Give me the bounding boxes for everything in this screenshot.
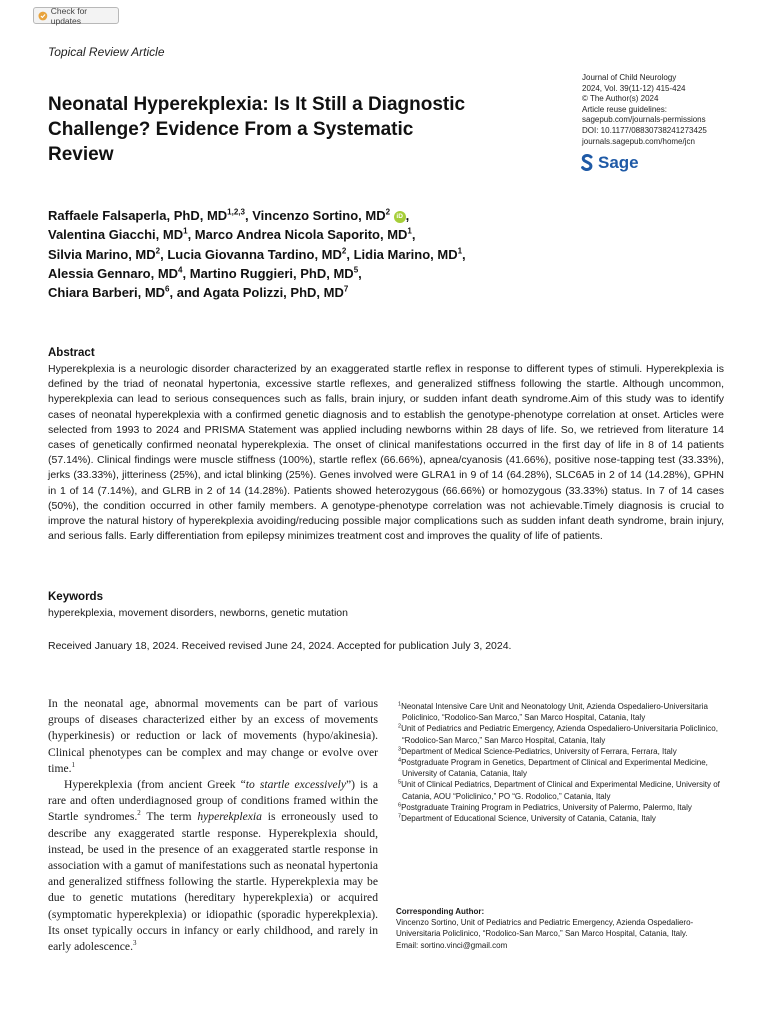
- body-paragraph: [48, 696, 378, 777]
- body-text-run: In the neonatal age, abnormal movements can be part of various groups of diseases characterized either by an excess of movements (hyperkinesis) or reduction or lack of movements (hypo/akinesia). Clinical phenotypes can be complex and may change or evolve over time.: [48, 697, 378, 775]
- check-for-updates-badge[interactable]: [33, 7, 119, 24]
- body-paragraph: [48, 777, 378, 955]
- affiliation-marker: 1: [183, 226, 188, 236]
- affiliation-item: [396, 723, 736, 745]
- author: Marco Andrea Nicola Saporito, MD: [194, 227, 408, 243]
- affiliation-text: Postgraduate Training Program in Pediatrics, University of Palermo, Palermo, Italy: [401, 802, 692, 812]
- sage-logo: [580, 152, 639, 174]
- italic-term: hyperekplexia: [197, 810, 262, 824]
- article-type: Topical Review Article: [48, 45, 165, 59]
- author-conjunction: and: [176, 285, 200, 301]
- journal-info: [582, 73, 762, 147]
- affiliation-number: 2: [398, 723, 402, 730]
- corresponding-author: [396, 906, 726, 951]
- journal-copyright: © The Author(s) 2024: [582, 94, 659, 104]
- body-text-run: The term: [140, 810, 198, 824]
- affiliation-number: 5: [398, 779, 402, 786]
- article-title: Neonatal Hyperekplexia: Is It Still a Diagnostic Challenge? Evidence From a Systematic Review: [48, 94, 466, 165]
- affiliation-item: [396, 746, 736, 757]
- affiliation-marker: 2: [155, 246, 161, 256]
- check-for-updates-label: Check for updates: [50, 5, 88, 26]
- affiliation-item: [396, 701, 736, 723]
- affiliation-text: Department of Educational Science, University of Catania, Catania, Italy: [401, 814, 656, 824]
- orcid-icon[interactable]: iD: [394, 211, 406, 223]
- affiliation-number: 6: [398, 802, 402, 809]
- check-for-updates-icon: [38, 11, 48, 21]
- publisher-name: Sage: [598, 153, 639, 172]
- journal-home-link[interactable]: journals.sagepub.com/home/jcn: [582, 136, 695, 146]
- received-dates: Received January 18, 2024. Received revised June 24, 2024. Accepted for publication July 3, 2024.: [48, 640, 512, 652]
- body-text: [48, 696, 378, 955]
- journal-name: Journal of Child Neurology: [582, 73, 677, 82]
- affiliation-marker: 7: [343, 284, 349, 294]
- author: Agata Polizzi, PhD, MD: [203, 285, 344, 301]
- author: Martino Ruggieri, PhD, MD: [189, 265, 354, 281]
- affiliation-marker: 5: [353, 265, 359, 275]
- affiliation-number: 3: [398, 746, 402, 753]
- affiliation-text: Unit of Pediatrics and Pediatric Emergency, Azienda Ospedaliero-Universitaria Policlinico, “Rodolico-San Marco,” San Marco Hospital, Catania, Italy: [401, 724, 718, 745]
- affiliation-number: 4: [398, 757, 402, 764]
- journal-reuse-link[interactable]: sagepub.com/journals-permissions: [582, 115, 706, 125]
- affiliation-item: [396, 757, 736, 779]
- author: Lucia Giovanna Tardino, MD: [167, 246, 342, 262]
- affiliation-text: Postgraduate Program in Genetics, Department of Clinical and Experimental Medicine, University of Catania, Catania, Italy: [401, 758, 708, 779]
- reference-marker[interactable]: 3: [132, 939, 137, 948]
- author: Chiara Barberi, MD: [48, 285, 166, 301]
- author: Raffaele Falsaperla, PhD, MD: [48, 208, 228, 223]
- corresponding-author-heading: Corresponding Author:: [396, 907, 485, 916]
- sage-logo-icon: [580, 153, 594, 173]
- abstract-heading: Abstract: [48, 347, 95, 359]
- affiliation-text: Department of Medical Science-Pediatrics, University of Ferrara, Ferrara, Italy: [401, 746, 677, 756]
- keywords-heading: Keywords: [48, 591, 103, 603]
- affiliations: [396, 701, 736, 824]
- affiliation-number: 1: [398, 701, 402, 708]
- journal-reuse: Article reuse guidelines:: [582, 104, 667, 114]
- body-text-run: Hyperekplexia (from ancient Greek “: [64, 778, 246, 792]
- reference-marker[interactable]: 1: [71, 760, 76, 769]
- author: Silvia Marino, MD: [48, 246, 156, 262]
- body-text-run: is erroneously used to describe any exaggerated startle response. Hyperekplexia should, instead, be used in the presence of an exaggerated startle response in association with a gamut of manifestations such as neonatal hypertonia and generalized stiffness following the startle. Hyperekplexia may be due to genetic mutations (hereditary hyperekplexia) or acquired (symptomatic hyperekplexia) or idiopathic (sporadic hyperekplexia). Its onset typically occurs in infancy or early childhood, and rarely in early adolescence.: [48, 810, 379, 954]
- italic-term: to startle excessively: [245, 778, 347, 792]
- affiliation-marker: 4: [178, 265, 183, 275]
- author: Lidia Marino, MD: [353, 246, 458, 262]
- affiliation-item: [396, 802, 736, 813]
- affiliation-marker: 2: [385, 207, 391, 217]
- journal-volume: 2024, Vol. 39(11-12) 415-424: [582, 83, 686, 93]
- affiliation-text: Unit of Clinical Pediatrics, Department of Clinical and Experimental Medicine, University of Catania, AOU “Policlinico,” PO “G. Rodolico,” Catania, Italy: [401, 780, 720, 801]
- corresponding-author-text: Vincenzo Sortino, Unit of Pediatrics and Pediatric Emergency, Azienda Ospedaliero-Universitaria Policlinico, “Rodolico-San Marco,” San Marco Hospital, Catania, Italy.: [396, 918, 694, 939]
- affiliation-marker: 1,2,3: [227, 207, 245, 217]
- affiliation-item: [396, 813, 736, 824]
- author: Alessia Gennaro, MD: [48, 265, 179, 281]
- corresponding-author-email[interactable]: Email: sortino.vinci@gmail.com: [396, 940, 508, 950]
- affiliation-marker: 1: [457, 246, 463, 256]
- author-list: Raffaele Falsaperla, PhD, MD$^{1,2,3}$, Vincenzo Sortino, $MD^2$ iD , Valentina Giacchi, $MD^1$, Marco Andrea Nicola Saporito, $MD^1$, Silvia Marino, $MD^2$, Lucia Giovanna Tardino, $MD^2$, Lidia Marino, $MD^1$, Alessia Gennaro, $MD^4$, Martino Ruggieri, PhD, $MD^5$, Chiara Barberi, $MD^6$, and Agata Polizzi, PhD, $MD^7$: [48, 207, 466, 301]
- affiliation-marker: 6: [165, 284, 170, 294]
- body-text-run: ”) is a rare and often underdiagnosed group of conditions framed within the Startle syndromes.: [48, 778, 378, 824]
- reference-marker[interactable]: 2: [137, 809, 141, 818]
- affiliation-text: Neonatal Intensive Care Unit and Neonatology Unit, Azienda Ospedaliero-Universitaria Policlinico, “Rodolico-San Marco,” San Marco Hospital, Catania, Italy: [401, 702, 708, 723]
- author: Vincenzo Sortino, MD: [252, 208, 386, 223]
- affiliation-marker: 2: [341, 246, 347, 256]
- author: Valentina Giacchi, MD: [48, 227, 184, 243]
- affiliation-marker: 1: [407, 226, 412, 236]
- abstract-text: Hyperekplexia is a neurologic disorder characterized by an exaggerated startle reflex in response to different types of stimuli. Hyperekplexia is defined by the triad of neonatal hypertonia, excessive startle reflexes, and generalized stiffness following the startle. Although uncommon, hyperekplexia can lead to serious consequences such as falls, brain injury, or sudden infant death syndrome.Aim of this study was to identify cases of neonatal hyperekplexia with a confirmed genetic diagnosis and to establish the genotype-phenotype correlation at onset. Articles were selected from 1993 to 2024 and PRISMA Statement was applied including newborns within 28 days of life. So, we retrieved from literature 14 cases of genetically confirmed neonatal hyperekplexia. The onset of clinical manifestations occurred in the first day of life in 8 of 14 patients (57.14%). Clinical findings were muscle stiffness (100%), startle reflex (66.66%), apnea/cyanosis (41.66%), positive nose-tapping test (33.33%), jerks (33.33%), jitteriness (25%), and ictal blinking (25%). Genes involved were GLRA1 in 9 of 14 (64.28%), SLC6A5 in 2 of 14 (14.28%), GPHN in 1 of 14 (7.14%), and GLRB in 2 of 14 (14.28%). Patients showed heterozygous (66.66%) or homozygous (33.33%) status. In 7 of 14 cases (50%), the condition occurred in other family members. A genotype-phenotype correlation was not achievable.Timely diagnosis is crucial to improve the natural history of hyperekplexia avoiding/reducing possible major complications such as sudden infant death syndrome, brain injury, and serious falls. Early differentiation from epilepsy minimizes treatment cost and improves the quality of life of patients.: [48, 363, 724, 543]
- keywords-text: hyperekplexia, movement disorders, newborns, genetic mutation: [48, 607, 348, 619]
- journal-doi[interactable]: DOI: 10.1177/08830738241273425: [582, 125, 707, 135]
- affiliation-item: [396, 779, 736, 801]
- affiliation-number: 7: [398, 813, 402, 820]
